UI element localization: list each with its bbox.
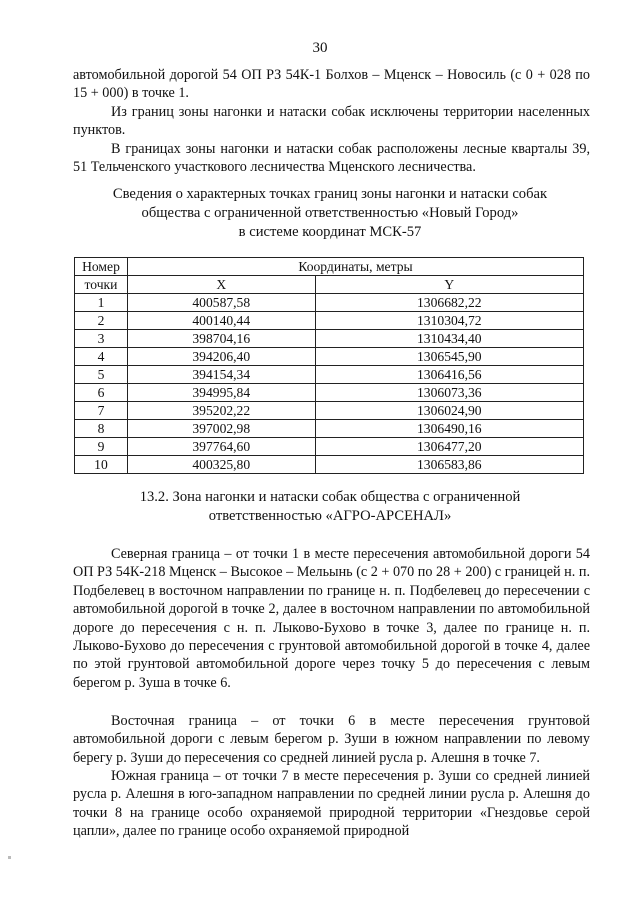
header-x: X (127, 276, 315, 294)
x-coordinate-cell: 394206,40 (127, 348, 315, 366)
point-number-cell: 3 (75, 330, 128, 348)
header-point-number-line-2: точки (75, 276, 128, 294)
y-coordinate-cell: 1306416,56 (315, 366, 583, 384)
y-coordinate-cell: 1310304,72 (315, 312, 583, 330)
point-number-cell: 4 (75, 348, 128, 366)
table-row (75, 402, 584, 420)
x-coordinate-cell: 394154,34 (127, 366, 315, 384)
header-coordinates: Координаты, метры (127, 258, 583, 276)
point-number-cell: 10 (75, 456, 128, 474)
table-row (75, 294, 584, 312)
intro-paragraph: автомобильной дорогой 54 ОП РЗ 54К-1 Болхов – Мценск – Новосиль (с 0 + 028 по 15 + 000) в точке 1. (73, 67, 590, 102)
paragraph-forest-quarters: В границах зоны нагонки и натаски собак расположены лесные кварталы 39, 51 Тельченского участкового лесничества Мценского лесничества. (73, 141, 590, 176)
x-coordinate-cell: 397764,60 (127, 438, 315, 456)
paragraph-south-boundary: Южная граница – от точки 7 в месте пересечения р. Зуши со средней линией русла р. Алешня в юго-западном направлении по средней линии русла р. Алешня до точки 8 на границе особо охраняемой природной территории «Гнездовье серой цапли», далее по границе особо охраняемой природной (73, 768, 590, 840)
x-coordinate-cell: 400587,58 (127, 294, 315, 312)
table-row (75, 348, 584, 366)
coordinates-table (74, 257, 584, 474)
table-row (75, 456, 584, 474)
point-number-cell: 7 (75, 402, 128, 420)
point-number-cell: 5 (75, 366, 128, 384)
x-coordinate-cell: 394995,84 (127, 384, 315, 402)
point-number-cell: 1 (75, 294, 128, 312)
point-number-cell: 9 (75, 438, 128, 456)
table-row (75, 330, 584, 348)
x-coordinate-cell: 398704,16 (127, 330, 315, 348)
y-coordinate-cell: 1306024,90 (315, 402, 583, 420)
table-row (75, 312, 584, 330)
header-point-number: Номер (75, 258, 128, 276)
scan-speck (8, 856, 11, 859)
paragraph-exclusion: Из границ зоны нагонки и натаски собак исключены территории населенных пунктов. (73, 104, 590, 139)
y-coordinate-cell: 1306682,22 (315, 294, 583, 312)
x-coordinate-cell: 395202,22 (127, 402, 315, 420)
point-number-cell: 8 (75, 420, 128, 438)
coordinates-table-body (75, 294, 584, 474)
y-coordinate-cell: 1306490,16 (315, 420, 583, 438)
paragraph-north-boundary: Северная граница – от точки 1 в месте пересечения автомобильной дороги 54 ОП РЗ 54К-218 Мценск – Высокое – Мельынь (с 2 + 070 по 28 + 200) с границей н. п. Подбелевец в восточном направлении по границе н. п. Подбелевец до пересечении с автомобильной дорогой в точке 2, далее в восточном направлении по автомобильной дороге до пересечения с н. п. Лыково-Бухово в точке 3, далее по границе н. п. Лыково-Бухово до пересечения с грунтовой автомобильной дорогой в точке 4, далее по этой грунтовой автомобильной дороге через точку 5 до пересечения с левым берегом р. Зуша в точке 6. (73, 546, 590, 691)
section-heading-line-1: 13.2. Зона нагонки и натаски собак общества с ограниченной (139, 489, 521, 505)
table-row (75, 438, 584, 456)
section-heading-line-2: ответственностью «АГРО-АРСЕНАЛ» (208, 508, 452, 524)
y-coordinate-cell: 1306545,90 (315, 348, 583, 366)
y-coordinate-cell: 1310434,40 (315, 330, 583, 348)
x-coordinate-cell: 397002,98 (127, 420, 315, 438)
table-title-line-3: в системе координат МСК-57 (238, 224, 422, 240)
table-title-line-1: Сведения о характерных точках границ зоны нагонки и натаски собак (112, 186, 548, 202)
table-row (75, 366, 584, 384)
header-y: Y (315, 276, 583, 294)
x-coordinate-cell: 400325,80 (127, 456, 315, 474)
y-coordinate-cell: 1306477,20 (315, 438, 583, 456)
paragraph-east-boundary: Восточная граница – от точки 6 в месте пересечения грунтовой автомобильной дороги с левым берегом р. Зуши в южном направлении по левому берегу р. Зуши до пересечения со средней линией русла р. Алешня в точке 7. (73, 713, 590, 766)
y-coordinate-cell: 1306073,36 (315, 384, 583, 402)
y-coordinate-cell: 1306583,86 (315, 456, 583, 474)
table-row (75, 384, 584, 402)
page-number: 30 (312, 40, 328, 56)
point-number-cell: 6 (75, 384, 128, 402)
point-number-cell: 2 (75, 312, 128, 330)
table-title-line-2: общества с ограниченной ответственностью «Новый Город» (141, 205, 519, 221)
x-coordinate-cell: 400140,44 (127, 312, 315, 330)
table-row (75, 420, 584, 438)
